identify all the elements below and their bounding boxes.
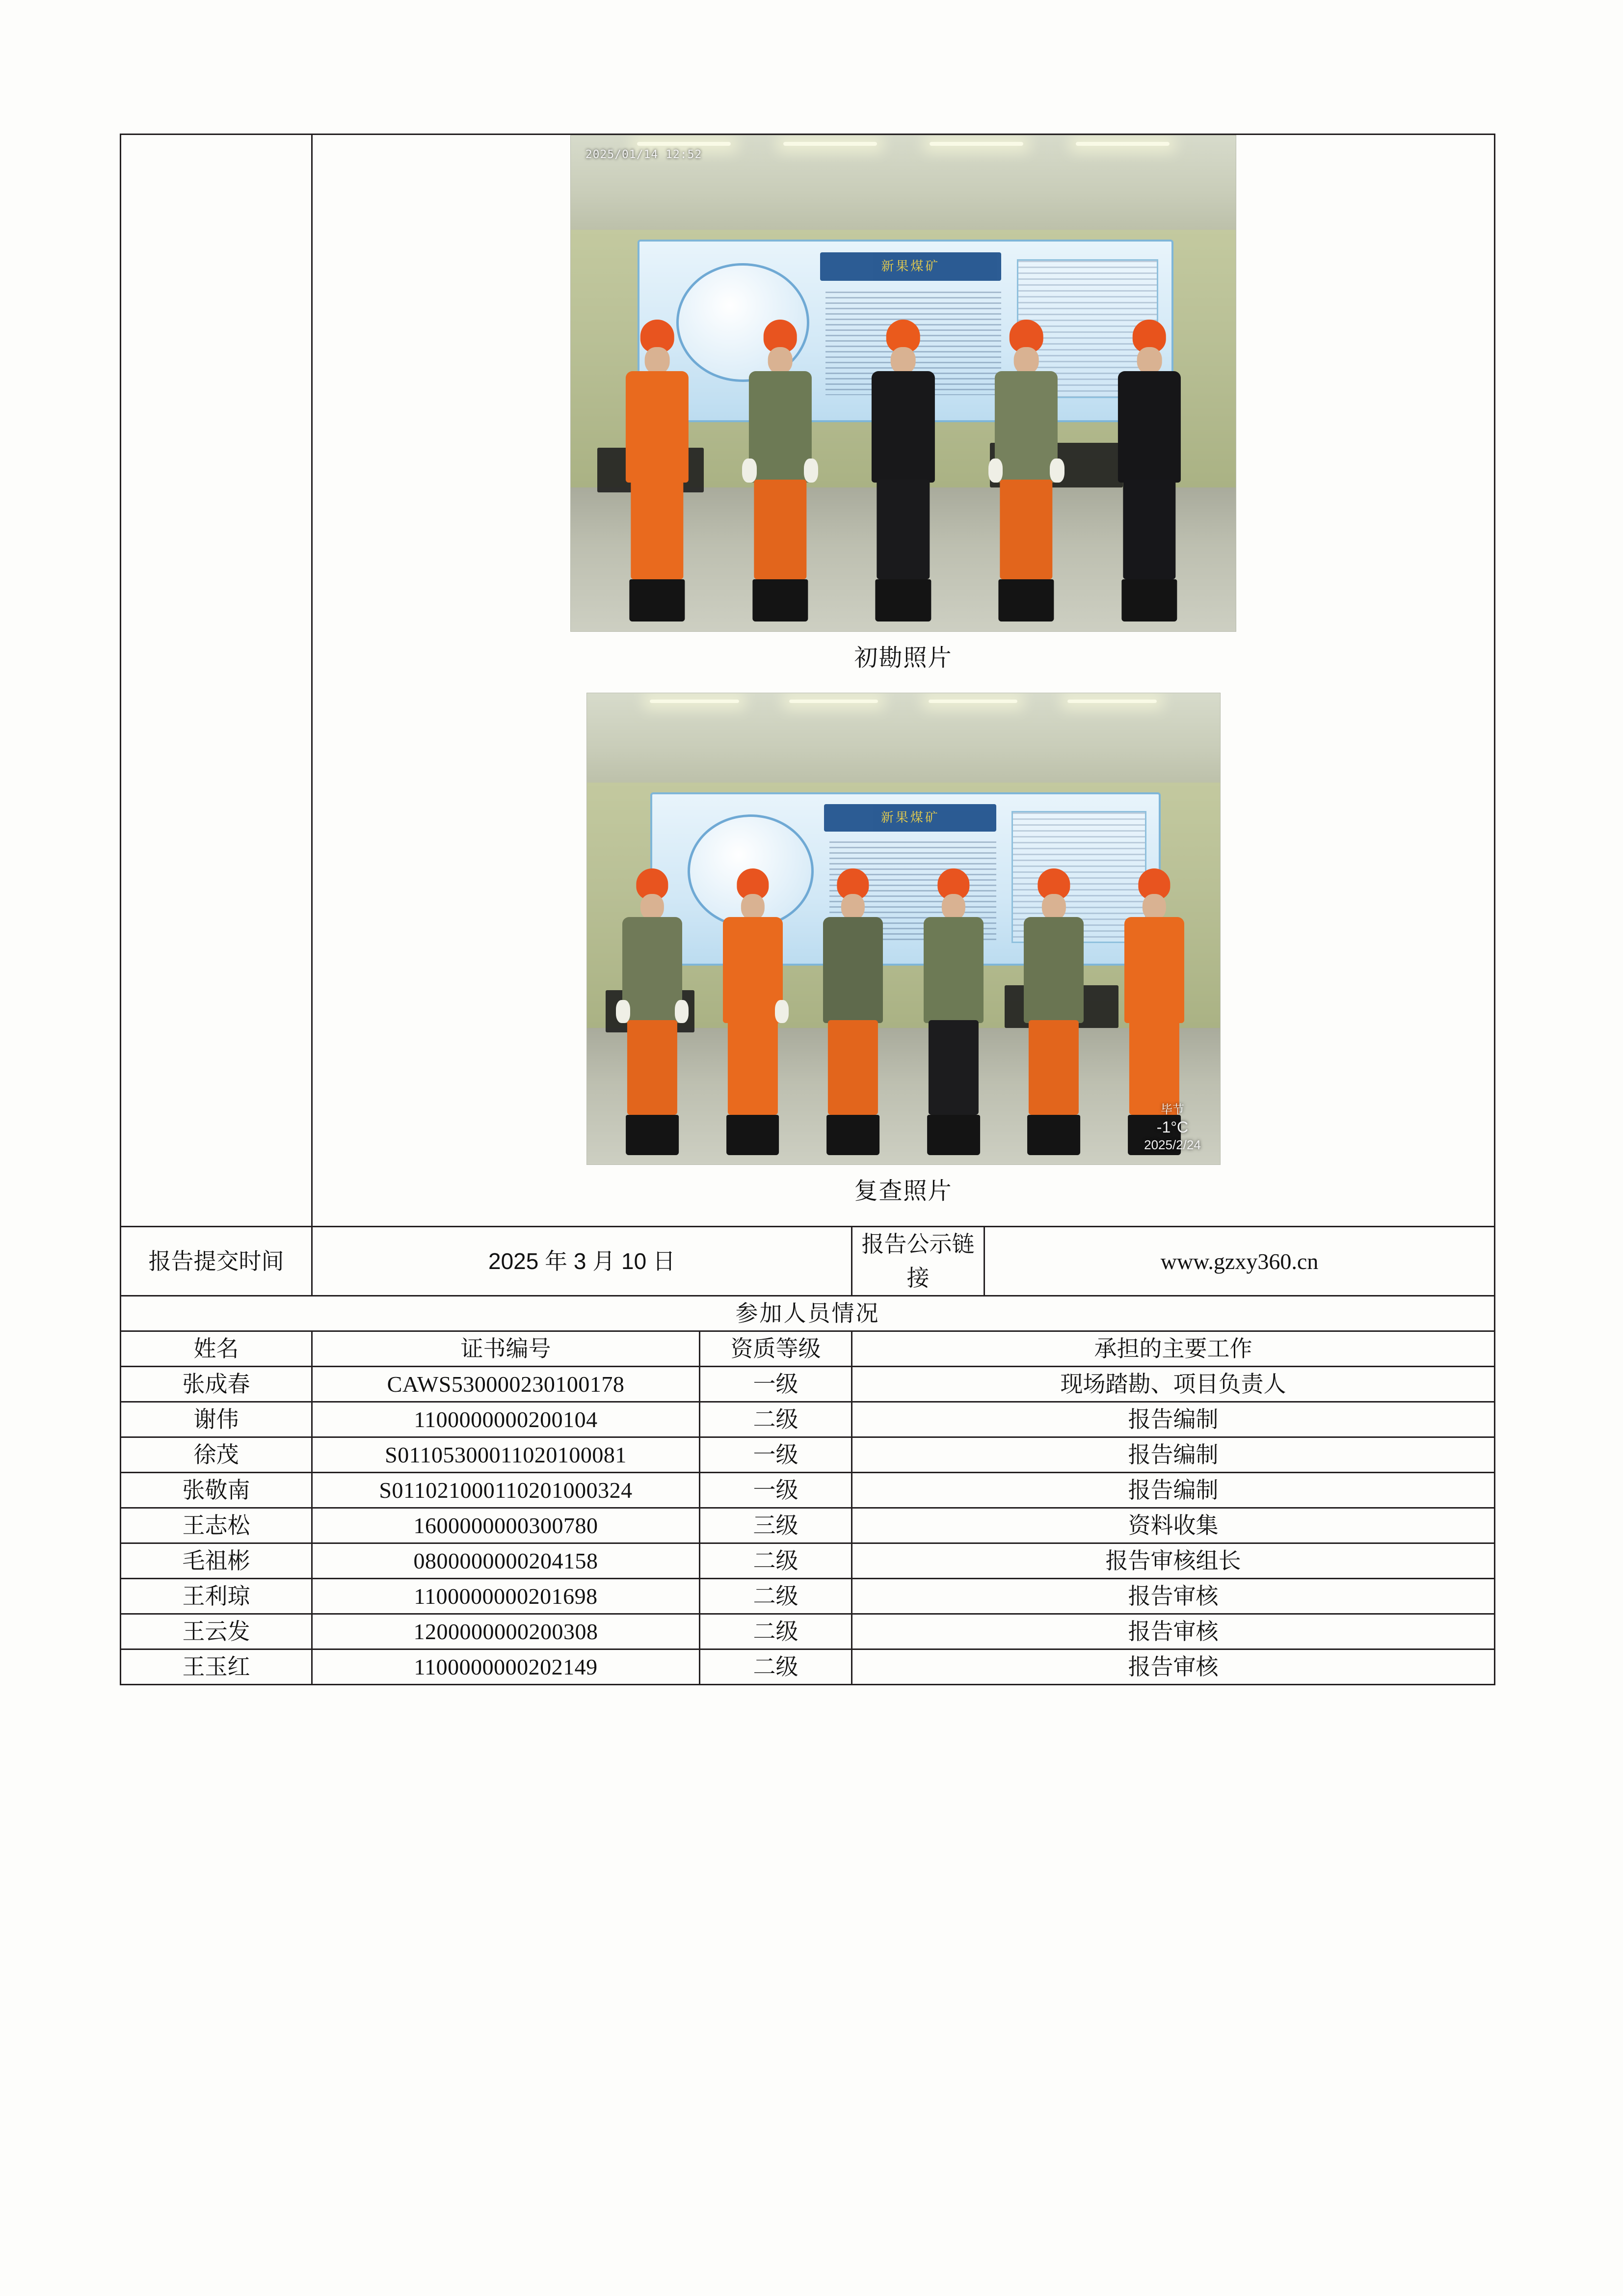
person-glove [775,1000,789,1023]
public-link-value[interactable]: www.gzxy360.cn [984,1227,1495,1296]
participant-level: 二级 [700,1614,852,1649]
person-head [841,894,865,920]
photo-people-group [571,235,1236,621]
person [718,868,788,1155]
person-legs [631,480,683,579]
participant-level: 三级 [700,1508,852,1543]
person-boots [1121,579,1177,621]
person-boots [999,579,1054,621]
participants-header-row [121,1331,1495,1367]
column-header-level: 资质等级 [700,1331,852,1367]
person-head [891,347,916,374]
photo-cell [312,135,1495,1227]
participant-cert: 1100000000202149 [312,1649,700,1685]
table-row [121,1614,1495,1649]
person-glove [616,1000,630,1023]
board-title: 新果煤矿 [824,804,996,831]
photo-row [121,135,1495,1227]
table-row [121,1437,1495,1473]
table-row [121,1367,1495,1402]
submit-time-row [121,1227,1495,1296]
table-row [121,1649,1495,1685]
photo-group [313,135,1494,1226]
person [744,320,817,621]
participants-section-title: 参加人员情况 [121,1296,1495,1331]
participant-work: 报告审核 [852,1579,1495,1614]
participant-cert: S01105300011020100081 [312,1437,700,1473]
participants-title-row [121,1296,1495,1331]
photo-ceiling [587,693,1220,792]
person [990,320,1063,621]
weather-watermark [1144,1103,1201,1153]
review-photo-caption: 复查照片 [854,1178,953,1204]
person-head [1042,894,1065,920]
person-boots [927,1115,980,1155]
person-head [768,347,793,374]
person-glove [675,1000,689,1023]
participant-cert: 1100000000201698 [312,1579,700,1614]
person [867,320,940,621]
column-header-name: 姓名 [121,1331,312,1367]
participant-cert: 0800000000204158 [312,1543,700,1579]
public-link-label: 报告公示链接 [852,1227,984,1296]
person-torso [1118,371,1181,483]
person [1019,868,1089,1155]
ceiling-light [637,142,731,145]
table-row [121,1579,1495,1614]
person [621,320,694,621]
report-table [120,134,1495,1685]
column-header-work: 承担的主要工作 [852,1331,1495,1367]
person-head [942,894,965,920]
photo-row-label-cell [121,135,312,1227]
participant-name: 徐茂 [121,1437,312,1473]
participant-work: 资料收集 [852,1508,1495,1543]
column-header-cert: 证书编号 [312,1331,700,1367]
participant-name: 毛祖彬 [121,1543,312,1579]
person-legs [828,1020,878,1115]
person-torso [823,917,883,1023]
person [1113,320,1186,621]
person-torso [1024,917,1084,1023]
initial-survey-photo-caption: 初勘照片 [854,645,953,671]
ceiling-light [1076,142,1170,145]
initial-survey-photo [570,135,1236,632]
person [919,868,988,1155]
table-row [121,1473,1495,1508]
participant-name: 王云发 [121,1614,312,1649]
person-boots [626,1115,679,1155]
participant-cert: CAWS530000230100178 [312,1367,700,1402]
ceiling-light [789,700,878,703]
participant-cert: 1100000000200104 [312,1402,700,1437]
participant-name: 王玉红 [121,1649,312,1685]
participant-work: 报告编制 [852,1437,1495,1473]
watermark-city: 毕节 [1160,1103,1184,1116]
participant-name: 王利琼 [121,1579,312,1614]
person-head [1014,347,1039,374]
participant-work: 报告审核组长 [852,1543,1495,1579]
ceiling-light [783,142,877,145]
person-legs [728,1020,778,1115]
person-head [640,894,664,920]
participant-level: 二级 [700,1649,852,1685]
ceiling-light [650,700,739,703]
participant-level: 二级 [700,1543,852,1579]
ceiling-light [1067,700,1157,703]
board-title: 新果煤矿 [820,252,1001,281]
person-legs [1123,480,1175,579]
person-torso [626,371,689,483]
ceiling-light [930,142,1023,145]
person-legs [1000,480,1053,579]
participant-work: 现场踏勘、项目负责人 [852,1367,1495,1402]
person-torso [924,917,984,1023]
participant-work: 报告审核 [852,1614,1495,1649]
review-photo [586,693,1221,1165]
participant-work: 报告审核 [852,1649,1495,1685]
participant-level: 一级 [700,1437,852,1473]
person-legs [877,480,930,579]
participant-cert: S011021000110201000324 [312,1473,700,1508]
person-head [645,347,670,374]
photo-timestamp: 2025/01/14 12:52 [585,148,702,162]
person-glove [742,459,757,483]
person-head [1137,347,1162,374]
table-row [121,1543,1495,1579]
person-torso [622,917,682,1023]
photo-ceiling-lights [625,697,1182,705]
watermark-date: 2025/2/24 [1144,1137,1201,1152]
person-legs [1129,1020,1179,1115]
person [617,868,687,1155]
participant-work: 报告编制 [852,1402,1495,1437]
person-legs [1029,1020,1079,1115]
person-glove [988,459,1003,483]
person-glove [1050,459,1064,483]
person-head [741,894,765,920]
participant-level: 二级 [700,1402,852,1437]
participant-work: 报告编制 [852,1473,1495,1508]
person-glove [804,459,819,483]
person-torso [1124,917,1184,1023]
person-boots [726,1115,779,1155]
person-boots [1027,1115,1080,1155]
person-legs [627,1020,677,1115]
table-row [121,1508,1495,1543]
person-head [1143,894,1166,920]
participant-name: 谢伟 [121,1402,312,1437]
person-torso [872,371,934,483]
person-torso [995,371,1058,483]
person-legs [754,480,806,579]
person-torso [749,371,812,483]
table-row [121,1402,1495,1437]
participant-cert: 1200000000200308 [312,1614,700,1649]
person-legs [929,1020,979,1115]
watermark-temperature: -1°C [1156,1118,1189,1136]
photo-people-group [587,787,1220,1155]
person-boots [876,579,931,621]
participant-level: 二级 [700,1579,852,1614]
ceiling-light [929,700,1018,703]
submit-time-label: 报告提交时间 [121,1227,312,1296]
person-torso [723,917,783,1023]
participant-level: 一级 [700,1473,852,1508]
submit-time-value: 2025 年 3 月 10 日 [312,1227,852,1296]
person-boots [826,1115,879,1155]
person-boots [630,579,685,621]
participant-name: 张敬南 [121,1473,312,1508]
participant-cert: 1600000000300780 [312,1508,700,1543]
person-boots [752,579,808,621]
participant-level: 一级 [700,1367,852,1402]
participant-name: 王志松 [121,1508,312,1543]
person [818,868,888,1155]
participant-name: 张成春 [121,1367,312,1402]
